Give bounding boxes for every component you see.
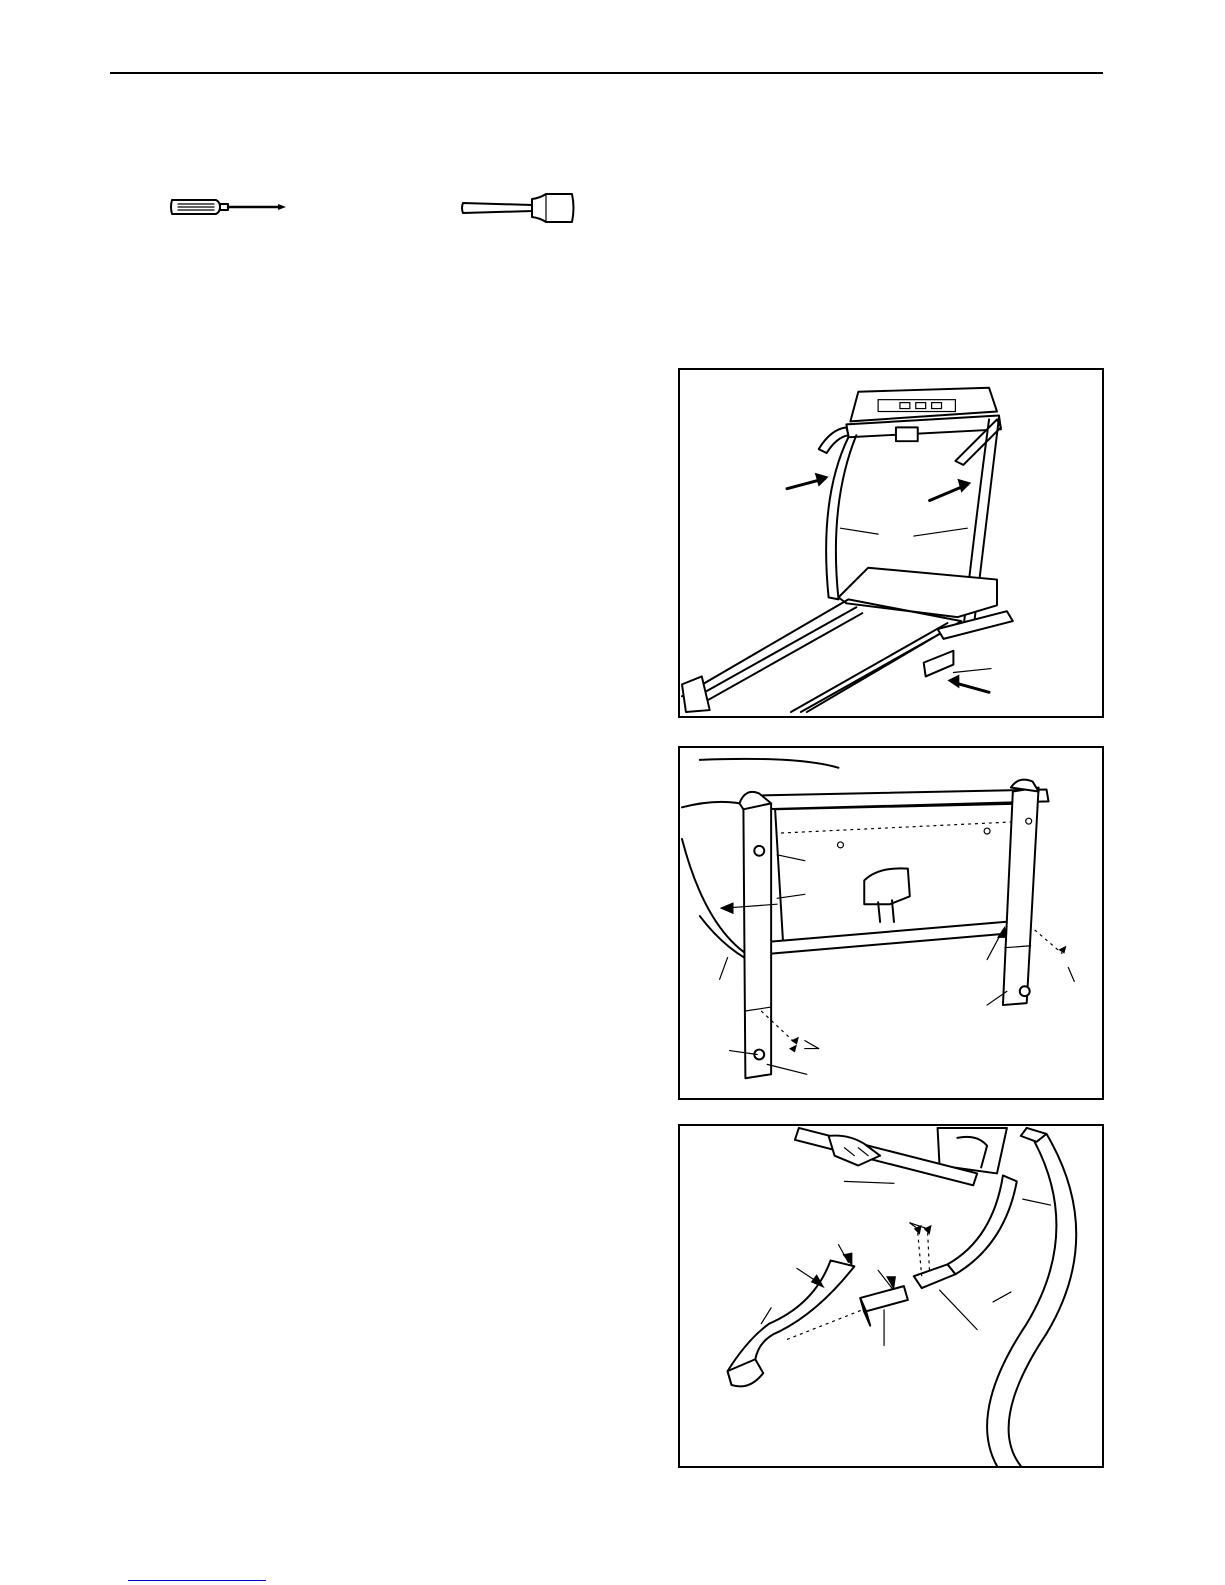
rubber-mallet-icon xyxy=(460,190,578,226)
figure-handrail-attachment xyxy=(678,1124,1104,1468)
figure-upright-base-bolts xyxy=(678,746,1104,1100)
figure-upright-assembly xyxy=(678,368,1104,718)
footer-link-underline xyxy=(128,1580,266,1581)
phillips-screwdriver-icon xyxy=(168,192,290,222)
header-rule xyxy=(110,72,1103,74)
